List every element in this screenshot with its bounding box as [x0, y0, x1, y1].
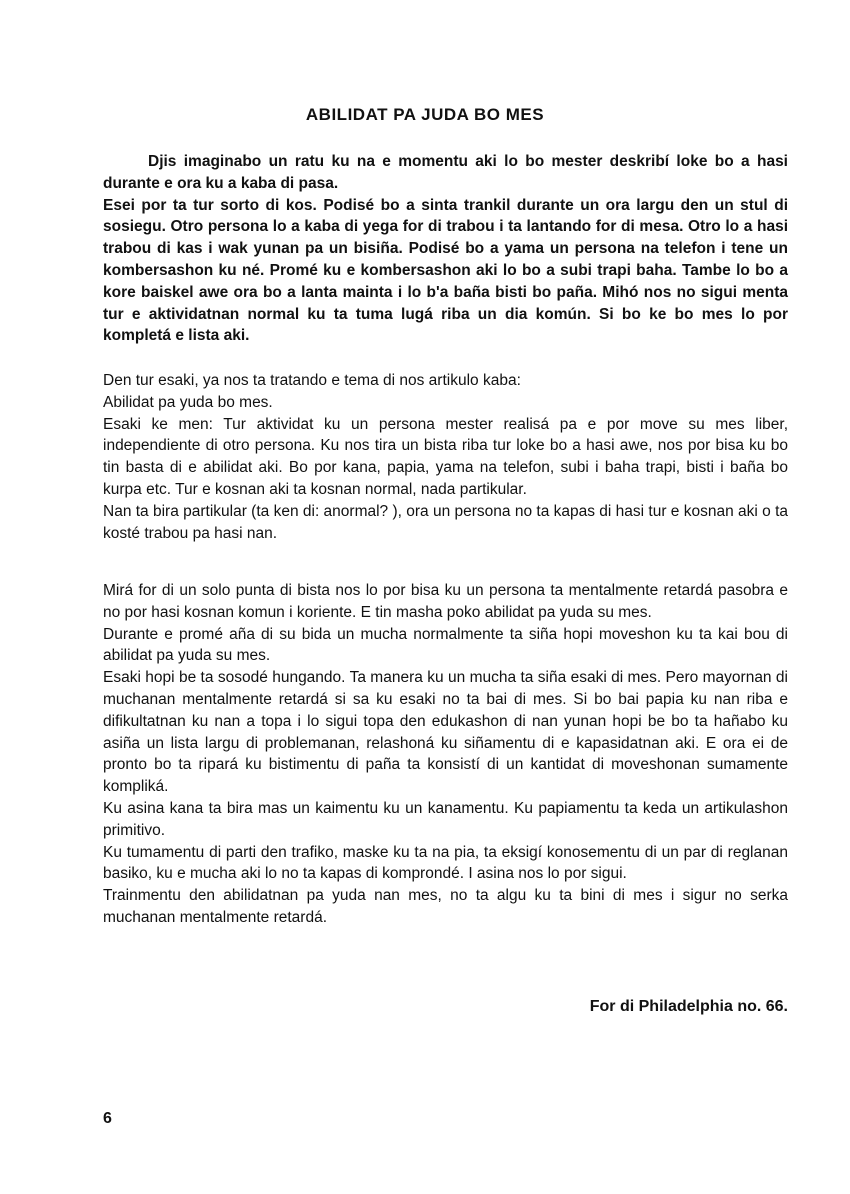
intro-paragraph: Esei por ta tur sorto di kos. Podisé bo a sinta trankil durante un ora largu den un stul di sosiegu. Otro persona lo a kaba di yega for di trabou i ta lantando for di mesa. Otro lo a hasi trabou di kas i wak yunan pa un bisiña. Podisé bo a yama un persona na telefon i tene un kombersashon ku né. Promé ku e kombersashon aki lo bo a subi trapi baha. Tambe lo bo a kore baiskel awe ora bo a lanta mainta i lo b'a baña bisti bo paña. Mihó nos no sigui menta tur e aktividatnan normal ku ta tuma lugá riba un dia komún. Si bo ke bo mes lo por kompletá e lista aki.: [103, 196, 788, 345]
body-paragraph: Ku asina kana ta bira mas un kaimentu ku un kanamentu. Ku papiamentu ta keda un artikulashon primitivo.: [103, 799, 788, 839]
body-paragraph: Abilidat pa yuda bo mes.: [103, 393, 273, 411]
page-number: 6: [103, 1110, 112, 1127]
intro-paragraph: Djis imaginabo un ratu ku na e momentu aki lo bo mester deskribí loke bo a hasi durante e ora ku a kaba di pasa.: [103, 153, 788, 192]
body-paragraph: Esaki ke men: Tur aktividat ku un persona mester realisá pa e por move su mes liber, independiente di otro persona. Ku nos tira un bista riba tur loke bo a hasi awe, nos por bisa ku bo tin basta di e abilidat aki. Bo por kana, papia, yama na telefon, subi i baha trapi, bisti i baña bo kurpa etc. Tur e kosnan aki ta kosnan normal, nada partikular.: [103, 415, 788, 498]
intro-section: [103, 151, 788, 347]
body-paragraph: Den tur esaki, ya nos ta tratando e tema di nos artikulo kaba:: [103, 372, 521, 389]
body-paragraph: Trainmentu den abilidatnan pa yuda nan mes, no ta algu ku ta bini di mes i sigur no serka muchanan mentalmente retardá.: [103, 887, 788, 926]
retardation-section: [103, 580, 788, 929]
body-paragraph: Ku tumamentu di parti den trafiko, maske ku ta na pia, ta eksigí konosementu di un par di reglanan basiko, ku e mucha aki lo no ta kapas di komprondé. I asina nos lo por sigui.: [103, 843, 788, 883]
body-paragraph: Mirá for di un solo punta di bista nos lo por bisa ku un persona ta mentalmente retardá pasobra e no por hasi kosnan komun i koriente. E tin masha poko abilidat pa yuda su mes.: [103, 582, 788, 621]
article-title: ABILIDAT PA JUDA BO MES: [305, 105, 545, 124]
source-attribution: For di Philadelphia no. 66.: [589, 998, 788, 1015]
body-paragraph: Esaki hopi be ta sosodé hungando. Ta manera ku un mucha ta siña esaki di mes. Pero mayornan di muchanan mentalmente retardá si sa ku esaki no ta bai di mes. Si bo bai papia ku nan riba e difikultatnan ku nan a topa i lo sigui topa den edukashon di nan yunan hopi be bo ta hañabo ku asiña un lista largu di problemanan, relashoná ku siñamentu di e kapasidatnan aki. E ora ei de pronto bo ta ripará ku bistimentu di paña ta konsistí di un kantidat di moveshonan sumamente kompliká.: [103, 669, 788, 796]
definition-section: [103, 370, 788, 544]
body-paragraph: Nan ta bira partikular (ta ken di: anormal? ), ora un persona no ta kapas di hasi tur e kosnan aki o ta kosté trabou pa hasi nan.: [103, 502, 788, 542]
body-paragraph: Durante e promé aña di su bida un mucha normalmente ta siña hopi moveshon ku ta kai bou di abilidat pa yuda su mes.: [103, 625, 788, 665]
